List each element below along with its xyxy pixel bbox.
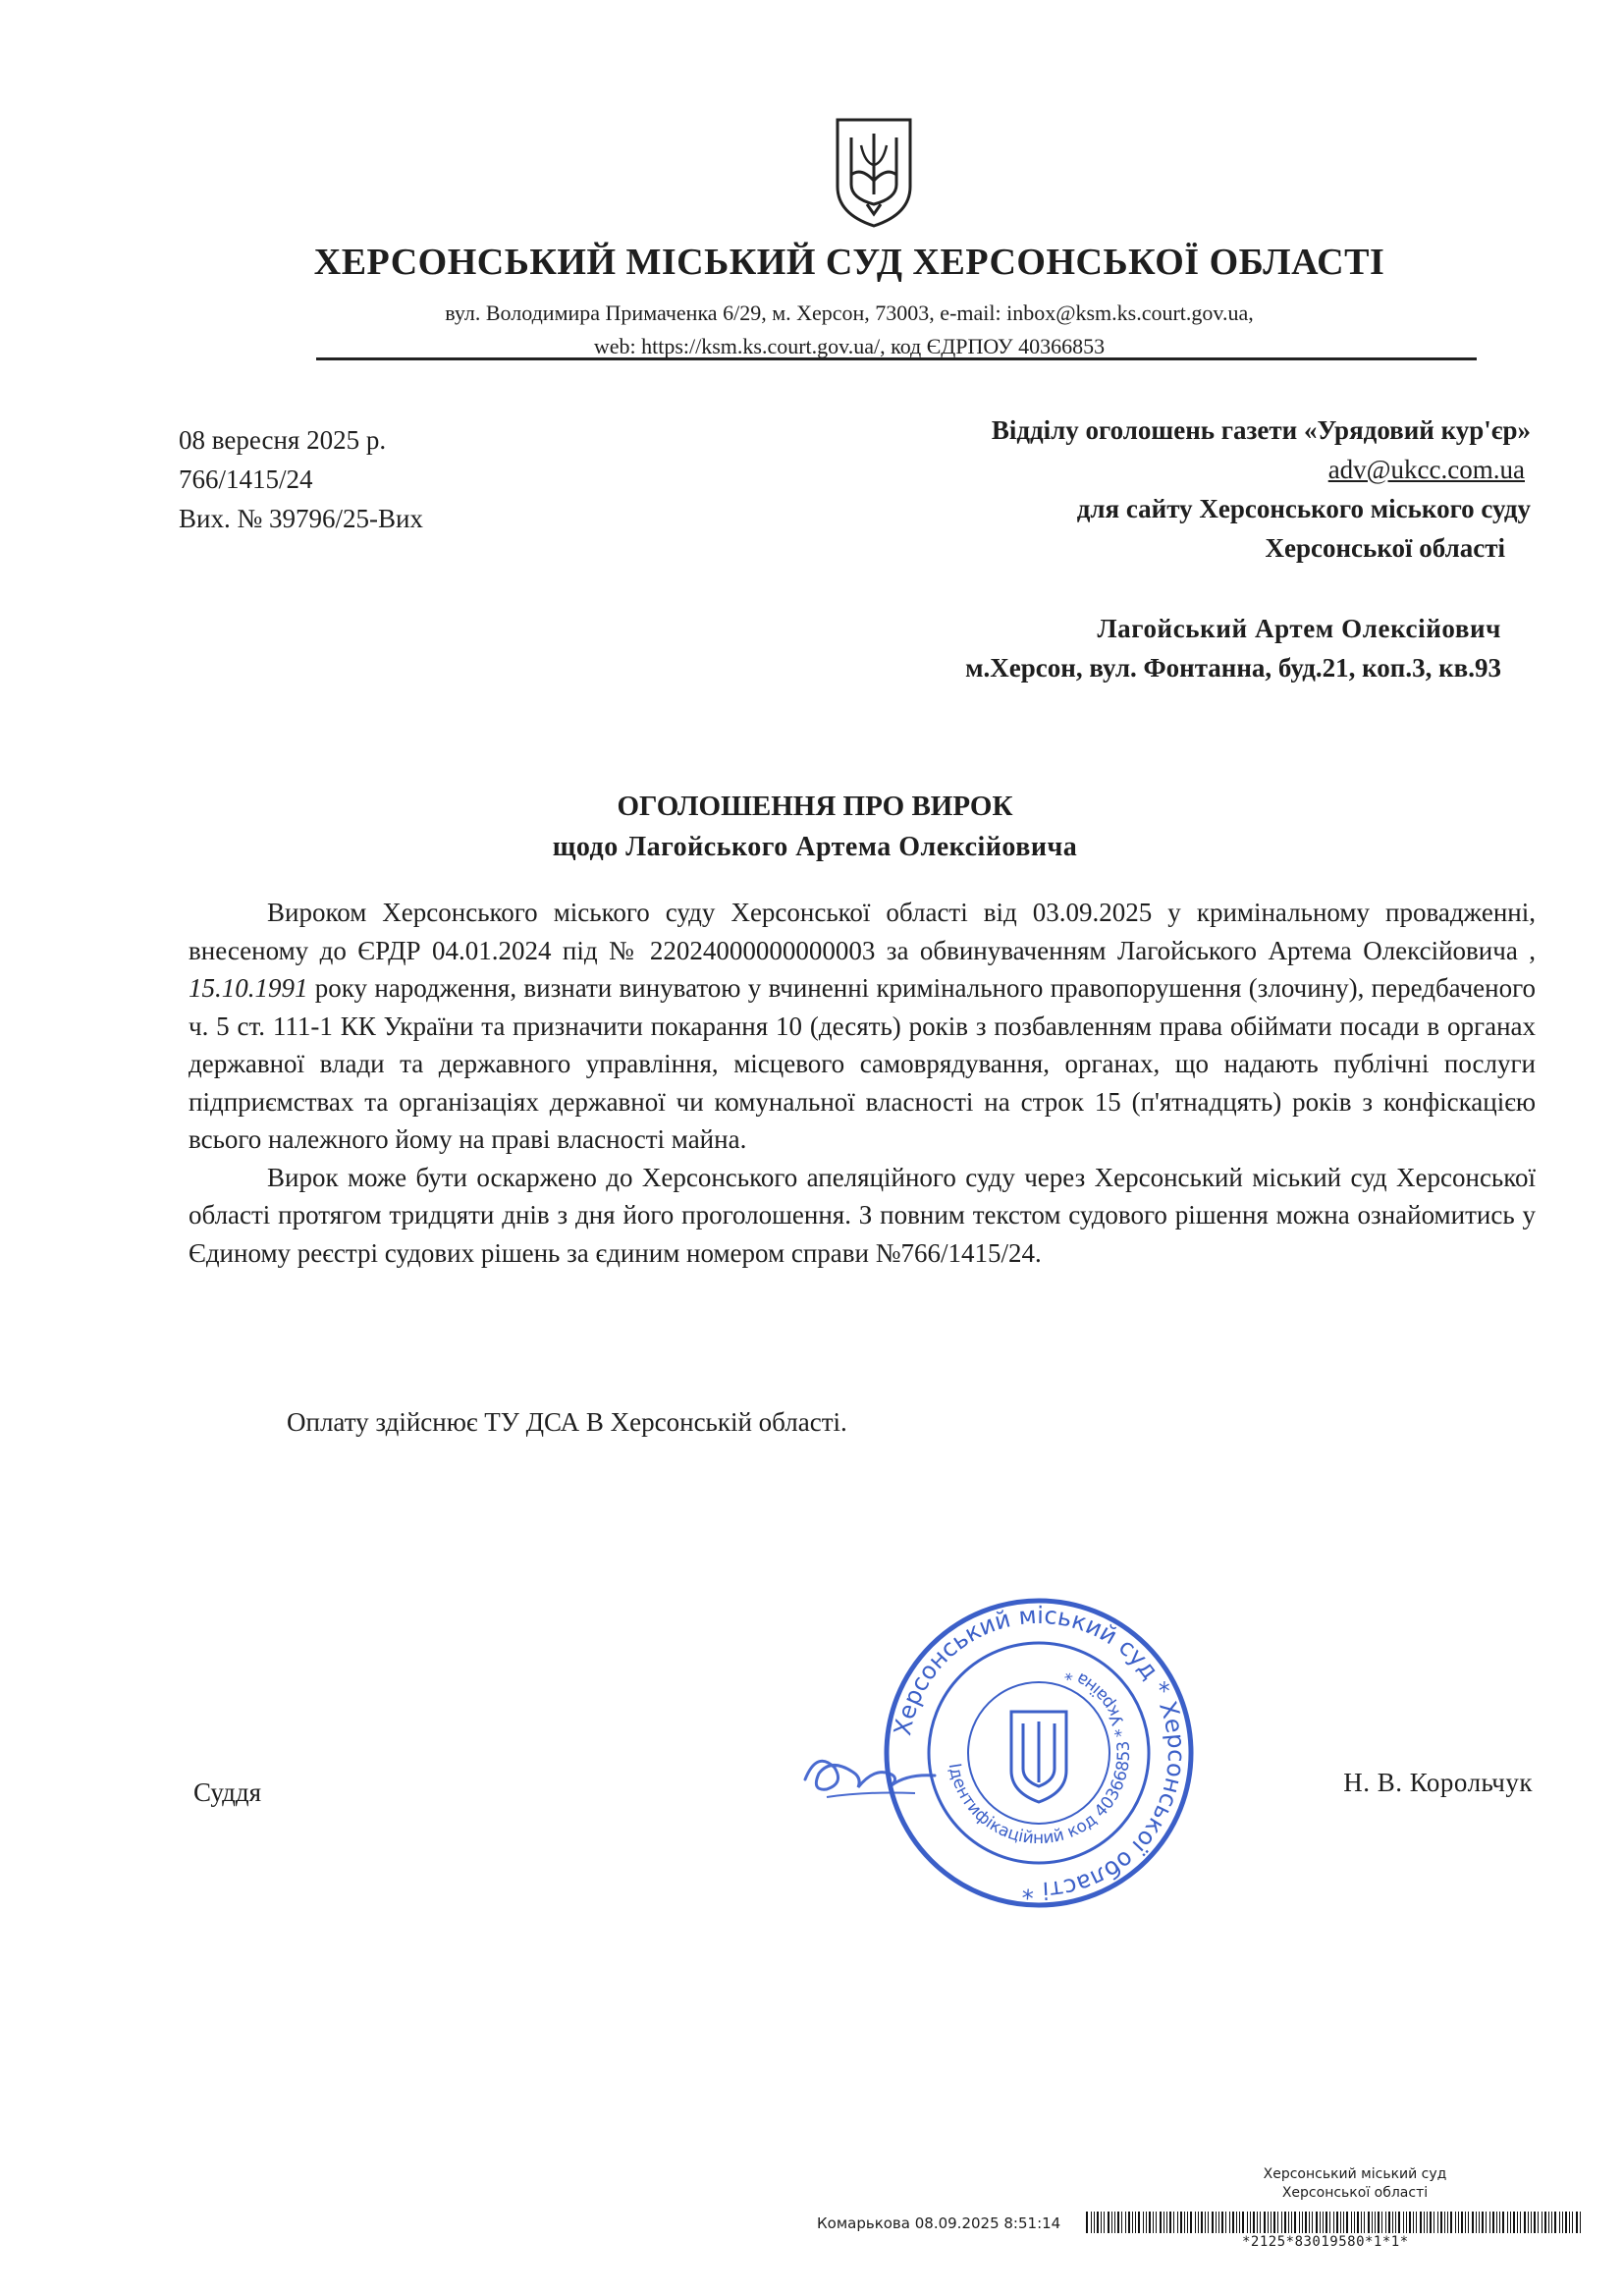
- address-line-2: web: https://ksm.ks.court.gov.ua/, код ЄДРПОУ 40366853: [593, 334, 1106, 358]
- court-seal: [882, 1596, 1196, 1910]
- judge-role: Суддя: [193, 1777, 262, 1807]
- addressee-newspaper: Відділу оголошень газети «Урядовий кур'єр»: [991, 415, 1531, 445]
- document-meta: [179, 420, 423, 538]
- svg-text:Херсонський міський суд * Херс: Херсонський міський суд * Херсонської області *: [889, 1601, 1191, 1905]
- addressee-site-region: Херсонської області: [1265, 533, 1505, 563]
- svg-text:Ідентифікаційний код 40366853: Ідентифікаційний код 40366853 * Україна *: [944, 1663, 1135, 1849]
- trident-emblem-icon: [832, 116, 916, 230]
- document-barcode-block: [805, 2165, 1591, 2283]
- announcement-subtitle: щодо Лагойського Артема Олексійовича: [552, 832, 1078, 862]
- judge-name: Н. В. Корольчук: [1343, 1768, 1533, 1797]
- barcode-code: *2125*83019580*1*1*: [1242, 2234, 1409, 2250]
- announcement-heading: [177, 786, 1453, 868]
- paragraph-verdict: Вироком Херсонського міського суду Херсонської області від 03.09.2025 у кримінальному провадженні, внесеному до ЄРДР 04.01.2024 під № 22024000000000003 за обвинуваченням Лагойського Артема Олексійовича , 15.10.1991 року народження, визнати винуватою у вчиненні кримінального правопорушення (злочину), передбаченого ч. 5 ст. 111-1 КК України та призначити покарання 10 (десять) років з позбавленням права обіймати посади в органах державної влади та державного управління, місцевого самоврядування, органах, що надають публічні послуги підприємствах та організаціях державної чи комунальної власності на строк 15 (п'ятнадцять) років з конфіскацією всього належного йому на праві власності майна.: [189, 898, 1536, 1154]
- header-divider: [316, 357, 1477, 360]
- seal-trident-icon: [1011, 1712, 1066, 1802]
- barcode-court: Херсонський міський суд Херсонської області: [1263, 2166, 1447, 2201]
- addressee-person-address: м.Херсон, вул. Фонтанна, буд.21, коп.3, кв.93: [965, 653, 1501, 683]
- payment-note: Оплату здійснює ТУ ДСА В Херсонській області.: [287, 1407, 847, 1437]
- barcode: [1086, 2212, 1585, 2233]
- addressee-email-link[interactable]: adv@ukcc.com.ua: [1327, 455, 1525, 484]
- paragraph-appeal: Вирок може бути оскаржено до Херсонського апеляційного суду через Херсонський міський суд Херсонської області протягом тридцяти днів з дня його проголошення. З повним текстом судового рішення можна ознайомитись у Єдиному реєстрі судових рішень за єдиним номером справи №766/1415/24.: [189, 1162, 1536, 1268]
- barcode-user-timestamp: Комарькова 08.09.2025 8:51:14: [817, 2214, 1061, 2232]
- court-address: [295, 297, 1404, 363]
- case-number: 766/1415/24: [179, 465, 313, 494]
- court-name: ХЕРСОНСЬКИЙ МІСЬКИЙ СУД ХЕРСОНСЬКОЇ ОБЛАСТІ: [313, 242, 1385, 283]
- outgoing-number: Вих. № 39796/25-Вих: [179, 504, 423, 533]
- addressee-person: Лагойський Артем Олексійович: [1097, 614, 1501, 643]
- birth-date: 15.10.1991: [189, 973, 308, 1003]
- document-date: 08 вересня 2025 р.: [179, 425, 387, 455]
- address-line-1: вул. Володимира Примаченка 6/29, м. Херсон, 73003, e-mail: inbox@ksm.ks.court.gov.ua,: [445, 301, 1254, 325]
- addressee-site: для сайту Херсонського міського суду: [1076, 494, 1531, 523]
- addressees-block: [647, 410, 1531, 687]
- announcement-body: [189, 894, 1536, 1272]
- announcement-title: ОГОЛОШЕННЯ ПРО ВИРОК: [617, 791, 1013, 822]
